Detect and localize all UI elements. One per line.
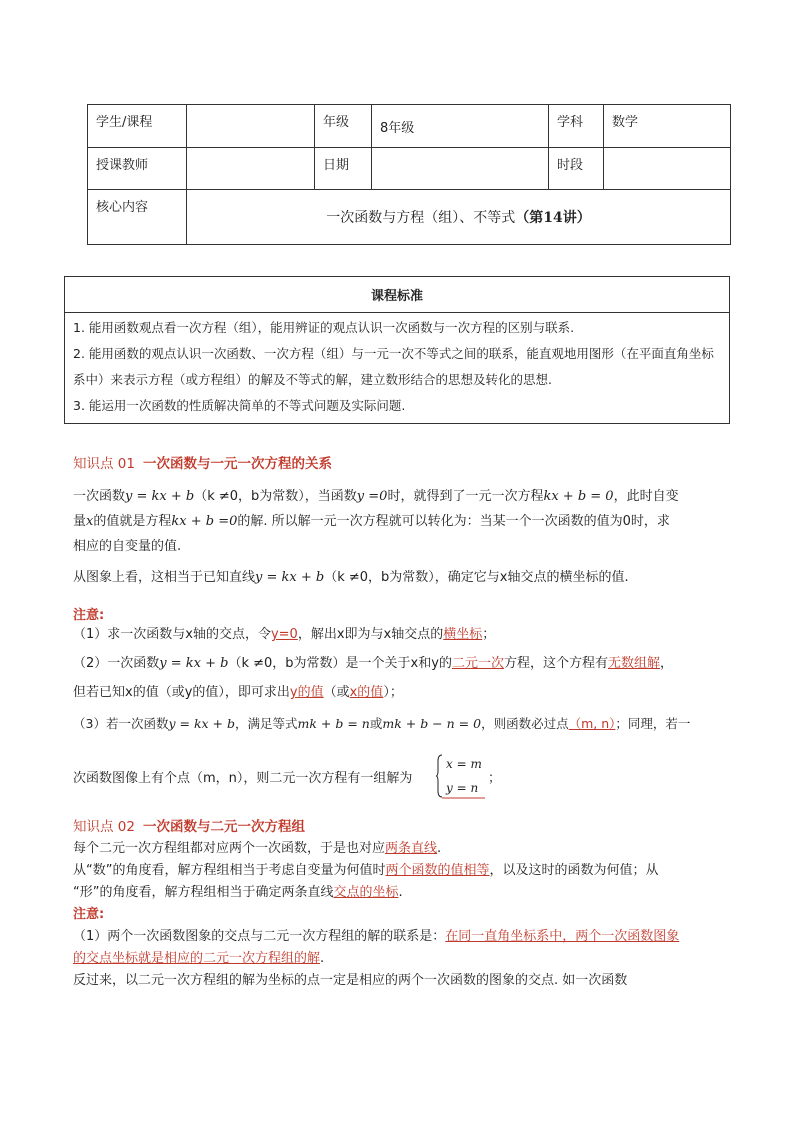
grade-label: 年级 [315, 105, 372, 148]
equation: y = kx + b [159, 656, 229, 671]
core-lecture: （第14讲） [515, 210, 591, 226]
underlined-answer: （m, n） [568, 716, 616, 731]
kp2-line-4: 反过来，以二元一次方程组的解为坐标的点一定是相应的两个一次函数的图象的交点. 如一次函数 [73, 973, 628, 988]
underlined-answer: 两条直线 [385, 841, 438, 856]
grade-value: 8年级 [372, 105, 549, 148]
text: ，则函数必过点 [481, 716, 569, 731]
kp1-note-3b-end: ； [488, 771, 502, 786]
kp2-note-1 [73, 926, 733, 948]
underlined-answer: 两个函数的值相等 [385, 863, 490, 878]
standards-box [64, 276, 730, 424]
kp1-note-label: 注意: [73, 608, 105, 623]
student-course-label: 学生/课程 [88, 105, 187, 148]
teacher-value [187, 148, 315, 190]
underlined-answer: 二元一次 [451, 656, 504, 671]
kp1-note-1 [73, 622, 733, 647]
kp2-number: 知识点 02 [73, 819, 135, 835]
equation: y = kx + b [255, 570, 325, 585]
kp1-line-3: 相应的自变量的值. [73, 539, 182, 554]
equation: y = kx + b [168, 716, 235, 731]
kp2-note-1b [73, 948, 733, 970]
text: 从“数”的角度看，解方程组相当于考虑自变量为何值时 [73, 863, 386, 878]
kp2-heading [73, 815, 305, 835]
text: （3）若一次函数 [73, 716, 169, 731]
underlined-answer: 无数组解 [607, 656, 660, 671]
period-value [604, 148, 731, 190]
subject-label: 学科 [549, 105, 604, 148]
text: ； [482, 627, 496, 642]
standards-body [65, 313, 729, 423]
text: 但若已知x的值（或y的值），即可求出 [73, 685, 290, 700]
underlined-answer: 的交点坐标就是相应的二元一次方程组的解 [73, 951, 321, 966]
underlined-answer: y的值 [289, 685, 324, 700]
period-label: 时段 [549, 148, 604, 190]
kp1-paragraph-1 [73, 484, 733, 590]
text: （1）求一次函数与x轴的交点，令 [73, 627, 271, 642]
core-title: 一次函数与方程（组）、不等式 [326, 210, 516, 226]
kp2-title: 一次函数与二元一次方程组 [142, 819, 305, 835]
text: 一次函数 [73, 489, 126, 504]
teacher-label: 授课教师 [88, 148, 187, 190]
text: 量 [73, 514, 87, 529]
text: 时，就得到了一元一次方程 [387, 489, 544, 504]
text: （1）两个一次函数图象的交点与二元一次方程组的解的联系是： [73, 929, 446, 944]
equation: mk + b = n [297, 716, 370, 731]
underlined-answer: 在同一直角坐标系中，两个一次函数图象 [445, 929, 680, 944]
text: ）； [383, 685, 403, 700]
kp1-line-1 [73, 484, 733, 509]
kp1-number: 知识点 01 [73, 456, 135, 472]
text: ；同理，若一 [615, 716, 691, 731]
student-course-value [187, 105, 315, 148]
text: ，以及这时的函数为何值；从 [489, 863, 659, 878]
subject-value: 数学 [604, 105, 731, 148]
text: （或 [323, 685, 350, 700]
system-eq-2: y = n [446, 781, 479, 795]
kp1-title: 一次函数与一元一次方程的关系 [142, 456, 332, 472]
equation: y =0 [356, 489, 388, 504]
info-table [87, 104, 731, 245]
equation-system-brace [436, 752, 486, 800]
text: （k ≠0，b为常数），确定它与x轴交点的横坐标的值. [324, 570, 629, 585]
system-eq-1: x = m [446, 757, 482, 771]
date-label: 日期 [315, 148, 372, 190]
kp2-line-2 [73, 860, 733, 882]
standards-heading: 课程标准 [65, 277, 729, 313]
standard-item-1: 1. 能用函数观点看一次方程（组），能用辨证的观点认识一次函数与一次方程的区别与联系. [73, 320, 575, 335]
kp1-note-3b: 次函数图像上有个点（m，n），则二元一次方程有一组解为 [73, 771, 413, 786]
equation: y = kx + b [125, 489, 195, 504]
equation: kx + b = 0 [543, 489, 614, 504]
underlined-answer: y=0 [270, 627, 298, 642]
text: 方程，这个方程有 [503, 656, 608, 671]
kp1-heading [73, 452, 332, 472]
text: 的值就是方程 [93, 514, 172, 529]
kp1-note-3 [73, 711, 733, 736]
text: . [398, 885, 403, 900]
kp1-line-2 [73, 509, 733, 534]
kp2-line-1 [73, 838, 733, 860]
text: 每个二元一次方程组都对应两个一次函数，于是也对应 [73, 841, 386, 856]
kp1-notes [73, 622, 733, 736]
kp2-body [73, 838, 733, 992]
kp1-line-4 [73, 565, 733, 590]
variable: x [86, 514, 94, 529]
text: （k ≠0，b为常数）是一个关于x和y的 [228, 656, 452, 671]
text: 的解. 所以解一元一次方程就可以转化为：当某一个一次函数的值为0时，求 [237, 514, 670, 529]
date-value [372, 148, 549, 190]
text: ，解出x即为与x轴交点的 [297, 627, 444, 642]
kp2-note-label: 注意: [73, 907, 105, 922]
text: . [437, 841, 442, 856]
kp1-note-2b [73, 680, 733, 705]
text: 或 [369, 716, 383, 731]
equation: kx + b =0 [171, 514, 238, 529]
standard-item-2: 2. 能用函数的观点认识一次函数、一次方程（组）与一元一次不等式之间的联系，能直观地用图形（在平面直角坐标系中）来表示方程（或方程组）的解及不等式的解，建立数形结合的思想及转化的思想. [73, 346, 714, 387]
text: . [320, 951, 325, 966]
text: （2）一次函数 [73, 656, 160, 671]
underlined-answer: x的值 [349, 685, 384, 700]
brace-icon [436, 755, 442, 797]
text: 从图象上看，这相当于已知直线 [73, 570, 256, 585]
kp2-line-3 [73, 882, 733, 904]
text: ，满足等式 [235, 716, 298, 731]
underlined-answer: 横坐标 [443, 627, 483, 642]
text: （k ≠0，b为常数），当函数 [194, 489, 357, 504]
equation: mk + b − n = 0 [382, 716, 482, 731]
text: “形”的角度看，解方程组相当于确定两条直线 [73, 885, 334, 900]
standard-item-3: 3. 能运用一次函数的性质解决简单的不等式问题及实际问题. [73, 398, 406, 413]
core-content [187, 190, 731, 245]
underlined-answer: 交点的坐标 [333, 885, 399, 900]
text: ， [660, 656, 674, 671]
kp1-note-2 [73, 651, 733, 676]
text: ，此时自变 [613, 489, 679, 504]
core-label: 核心内容 [88, 190, 187, 245]
